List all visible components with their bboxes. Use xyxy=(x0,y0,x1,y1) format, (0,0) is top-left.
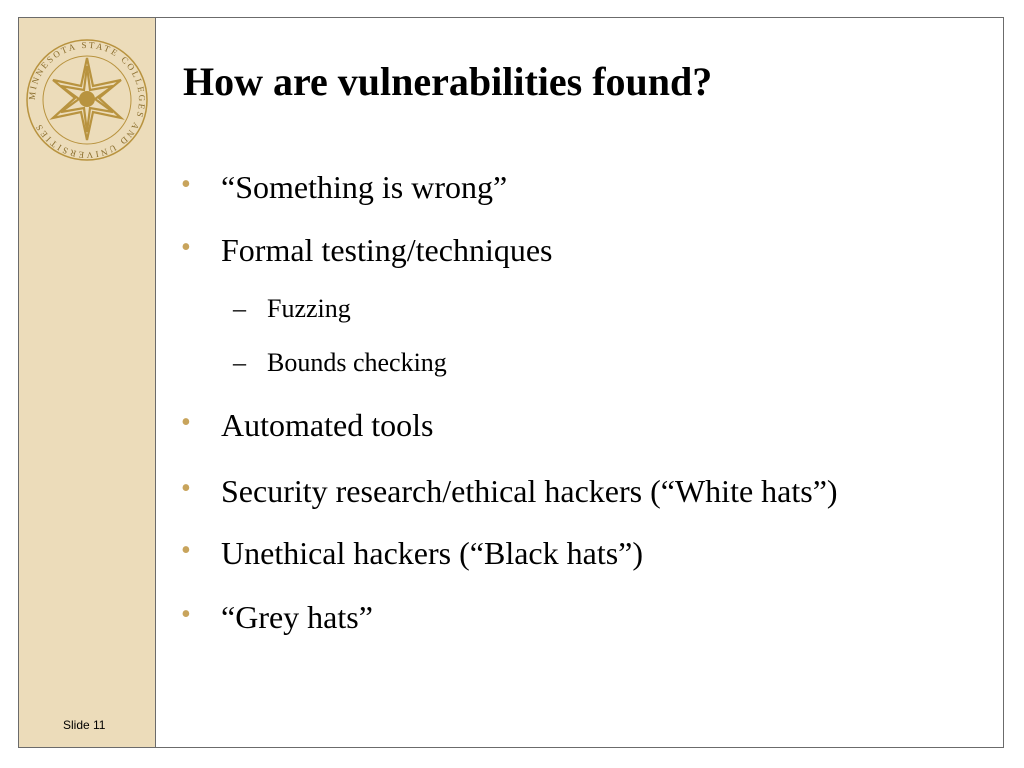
bullet-text: Security research/ethical hackers (“White hats”) xyxy=(221,473,838,509)
bullet-icon: • xyxy=(181,473,191,504)
slide-title: How are vulnerabilities found? xyxy=(183,59,713,104)
sub-bullet-text: Fuzzing xyxy=(267,294,351,323)
bullet-icon: • xyxy=(181,599,191,630)
bullet-text: Formal testing/techniques xyxy=(221,232,553,268)
bullet-text: Automated tools xyxy=(221,407,434,443)
seal-text: MINNESOTA STATE COLLEGES AND UNIVERSITIES xyxy=(26,39,148,161)
bullet-text: “Something is wrong” xyxy=(221,169,508,205)
bullet-icon: • xyxy=(181,232,191,263)
dash-icon: – xyxy=(233,294,246,323)
bullet-icon: • xyxy=(181,169,191,200)
bullet-text: Unethical hackers (“Black hats”) xyxy=(221,535,644,571)
dash-icon: – xyxy=(233,348,246,377)
bullet-text: “Grey hats” xyxy=(221,599,373,635)
slide xyxy=(18,17,1004,748)
slide-number: Slide 11 xyxy=(63,718,106,732)
bullet-icon: • xyxy=(181,535,191,566)
bullet-icon: • xyxy=(181,407,191,438)
bullet-list xyxy=(19,18,1003,747)
sub-bullet-text: Bounds checking xyxy=(267,348,447,377)
